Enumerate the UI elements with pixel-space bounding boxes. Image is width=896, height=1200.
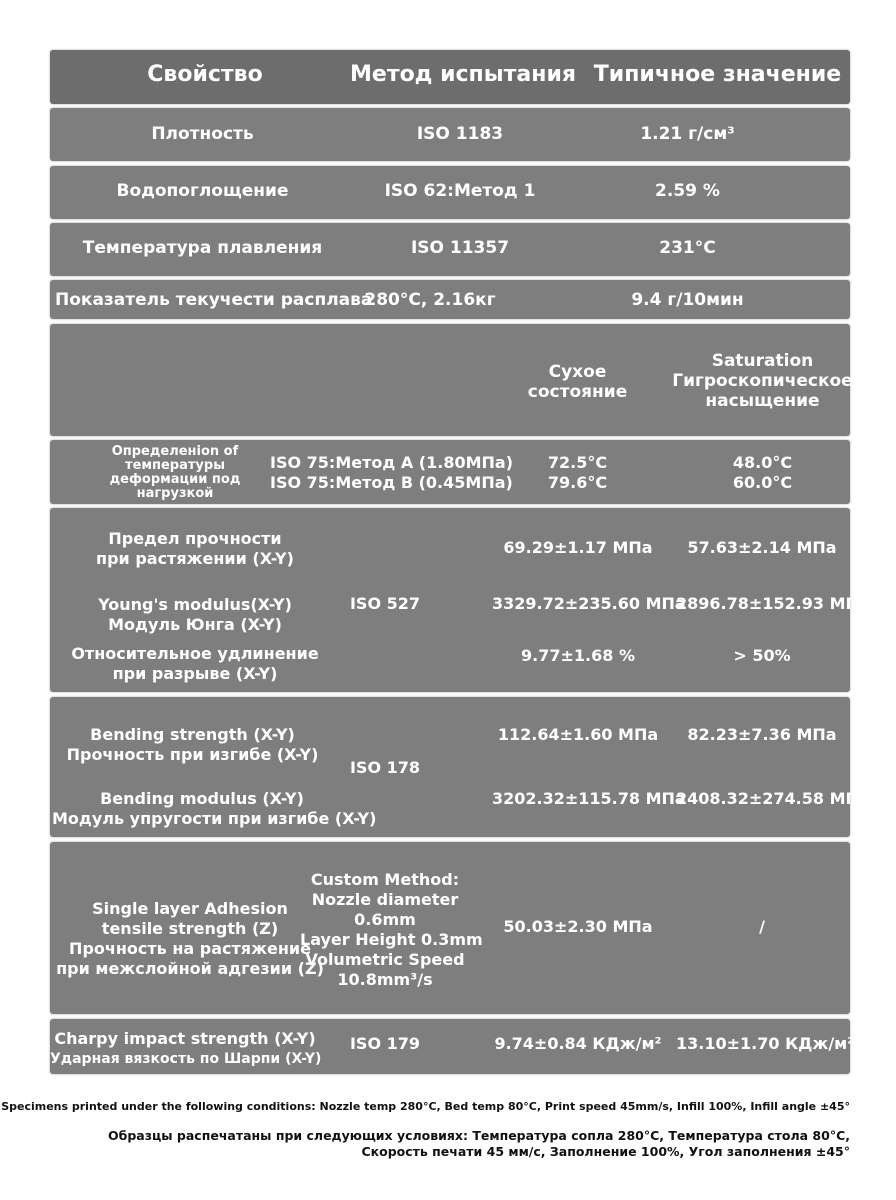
header-typical: Типичное значение	[593, 62, 842, 87]
property-label: Плотность	[151, 124, 254, 144]
property-label: Температура плавления	[82, 238, 323, 258]
dry-value: 112.64±1.60 МПа	[497, 725, 659, 744]
typical-value: 231°C	[659, 238, 716, 258]
saturation-value: /	[759, 917, 765, 936]
saturation-value: 57.63±2.14 МПа	[687, 538, 837, 557]
property-label: Предел прочности при растяжении (X-Y)	[96, 529, 294, 568]
saturation-value: 82.23±7.36 МПа	[687, 725, 837, 744]
dry-value: 50.03±2.30 МПа	[503, 917, 653, 936]
saturation-value: 2408.32±274.58 МПа	[676, 789, 870, 808]
method-value: ISO 75:Метод A (1.80МПа) ISO 75:Метод B (0.45МПа)	[270, 453, 514, 492]
typical-value: 1.21 г/см³	[640, 124, 735, 144]
saturation-value: 13.10±1.70 КДж/м²	[676, 1034, 855, 1053]
property-label: Charpy impact strength (X-Y) Ударная вязкость по Шарпи (X-Y)	[50, 1029, 322, 1067]
footnote-english: Specimens printed under the following conditions: Nozzle temp 280°C, Bed temp 80°C, Print speed 45mm/s, Infill 100%, Infill angle ±45°	[1, 1100, 850, 1113]
header-property: Свойство	[147, 62, 263, 87]
method-value: Custom Method: Nozzle diameter 0.6mm Layer Height 0.3mm Volumetric Speed 10.8mm³/s	[300, 870, 483, 989]
property-label: Single layer Adhesion tensile strength (Z) Прочность на растяжение при межслойной адгезии (Z)	[56, 899, 324, 978]
property-label: Определеніon of температуры деформации под нагрузкой	[109, 444, 241, 501]
typical-value: 2.59 %	[655, 181, 720, 201]
footnote-russian: Образцы распечатаны при следующих условиях: Температура сопла 280°C, Температура стола 80°C, Скорость печати 45 мм/с, Заполнение 100%, Угол заполнения ±45°	[108, 1128, 850, 1160]
property-label: Водопоглощение	[116, 181, 289, 201]
dry-value: 3202.32±115.78 МПа	[492, 789, 686, 808]
property-label: Относительное удлинение при разрыве (X-Y)	[71, 644, 319, 683]
typical-value: 9.4 г/10мин	[631, 290, 744, 310]
dry-value: 9.74±0.84 КДж/м²	[494, 1034, 662, 1053]
dry-value: 72.5°C 79.6°C	[547, 453, 608, 492]
subheader-dry: Сухое состояние	[527, 362, 628, 402]
property-label: Bending modulus (X-Y) Модуль упругости при изгибе (X-Y)	[52, 789, 377, 828]
method-value: 280°C, 2.16кг	[364, 290, 496, 310]
dry-value: 9.77±1.68 %	[521, 646, 635, 665]
method-value: ISO 179	[349, 1034, 421, 1053]
method-value: ISO 527	[349, 594, 421, 613]
property-label: Показатель текучести расплава	[55, 290, 373, 310]
dry-value: 3329.72±235.60 МПа	[492, 594, 686, 613]
method-value: ISO 62:Метод 1	[384, 181, 536, 201]
property-label: Young's modulus(X-Y) Модуль Юнга (X-Y)	[98, 595, 292, 634]
property-label: Bending strength (X-Y) Прочность при изгибе (X-Y)	[66, 725, 319, 764]
header-method: Метод испытания	[350, 62, 576, 87]
method-value: ISO 11357	[410, 238, 510, 258]
method-value: ISO 1183	[416, 124, 504, 144]
saturation-value: > 50%	[733, 646, 791, 665]
saturation-value: 48.0°C 60.0°C	[732, 453, 793, 492]
subheader-saturation: Saturation Гигроскопическое насыщение	[672, 351, 853, 411]
saturation-value: 2896.78±152.93 МПа	[676, 594, 870, 613]
dry-value: 69.29±1.17 МПа	[503, 538, 653, 557]
method-value: ISO 178	[349, 758, 421, 777]
